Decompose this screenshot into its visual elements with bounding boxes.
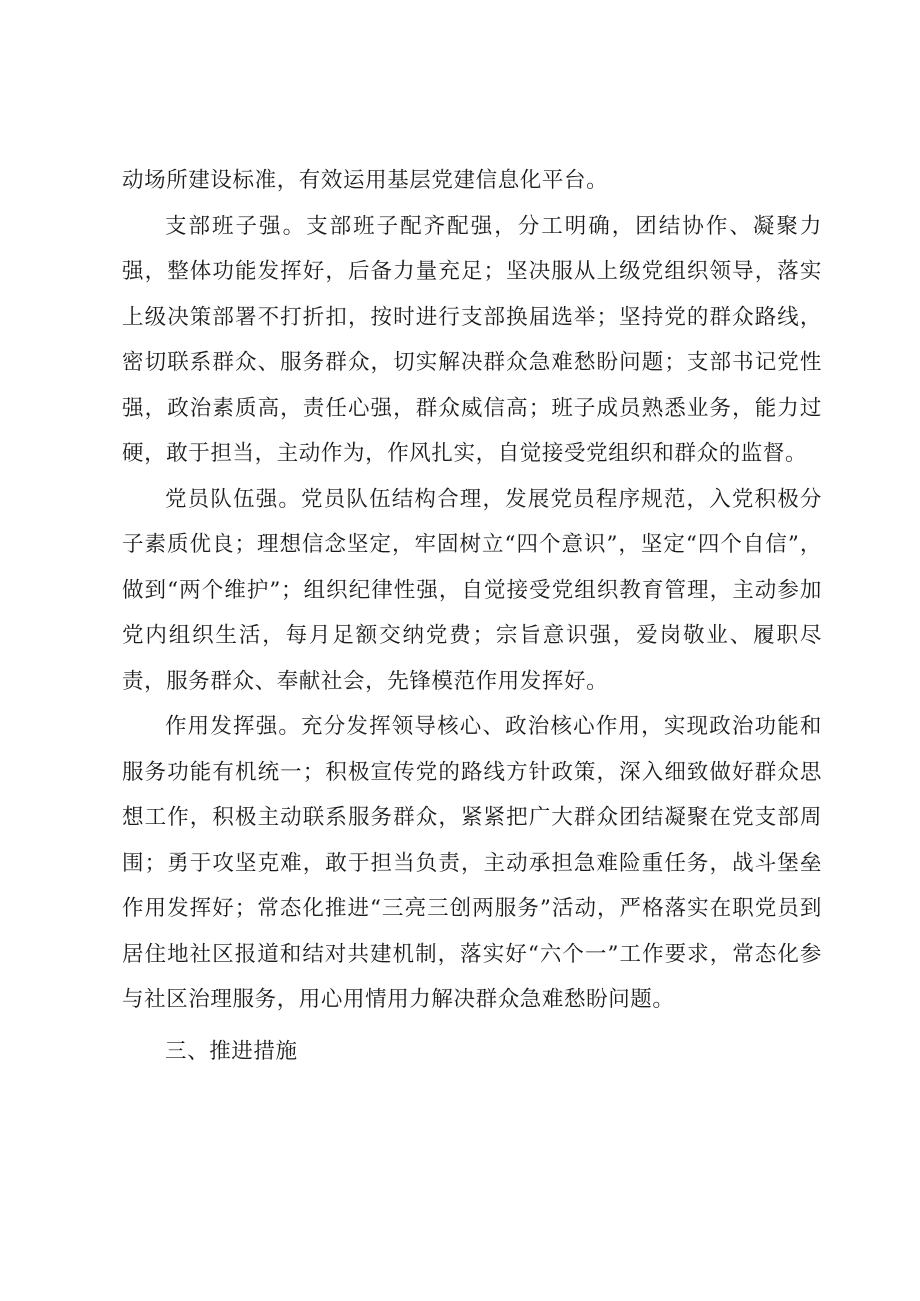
paragraph-role-performance: 作用发挥强。充分发挥领导核心、政治核心作用，实现政治功能和服务功能有机统一；积极宣传党的路线方针政策，深入细致做好群众思想工作，积极主动联系服务群众，紧紧把广大群众团结凝聚在党支部周围；勇于攻坚克难，敢于担当负责，主动承担急难险重任务，战斗堡垒作用发挥好；常态化推进“三亮三创两服务”活动，严格落实在职党员到居住地社区报道和结对共建机制，落实好“六个一”工作要求，常态化参与社区治理服务，用心用情用力解决群众急难愁盼问题。 xyxy=(122,714,822,1012)
document-body xyxy=(122,158,822,1074)
paragraph-party-members: 党员队伍强。党员队伍结构合理，发展党员程序规范，入党积极分子素质优良；理想信念坚定，牢固树立“四个意识”，坚定“四个自信”，做到“两个维护”；组织纪律性强，自觉接受党组织教育管理，主动参加党内组织生活，每月足额交纳党费；宗旨意识强，爱岗敬业、履职尽责，服务群众、奉献社会，先锋模范作用发挥好。 xyxy=(122,486,822,694)
section-heading: 三、推进措施 xyxy=(165,1038,298,1064)
paragraph-continuation: 动场所建设标准，有效运用基层党建信息化平台。 xyxy=(122,168,609,193)
paragraph-branch-leadership: 支部班子强。支部班子配齐配强，分工明确，团结协作、凝聚力强，整体功能发挥好，后备力量充足；坚决服从上级党组织领导，落实上级决策部署不打折扣，按时进行支部换届选举；坚持党的群众路线，密切联系群众、服务群众，切实解决群众急难愁盼问题；支部书记党性强，政治素质高，责任心强，群众威信高；班子成员熟悉业务，能力过硬，敢于担当，主动作为，作风扎实，自觉接受党组织和群众的监督。 xyxy=(122,213,822,466)
